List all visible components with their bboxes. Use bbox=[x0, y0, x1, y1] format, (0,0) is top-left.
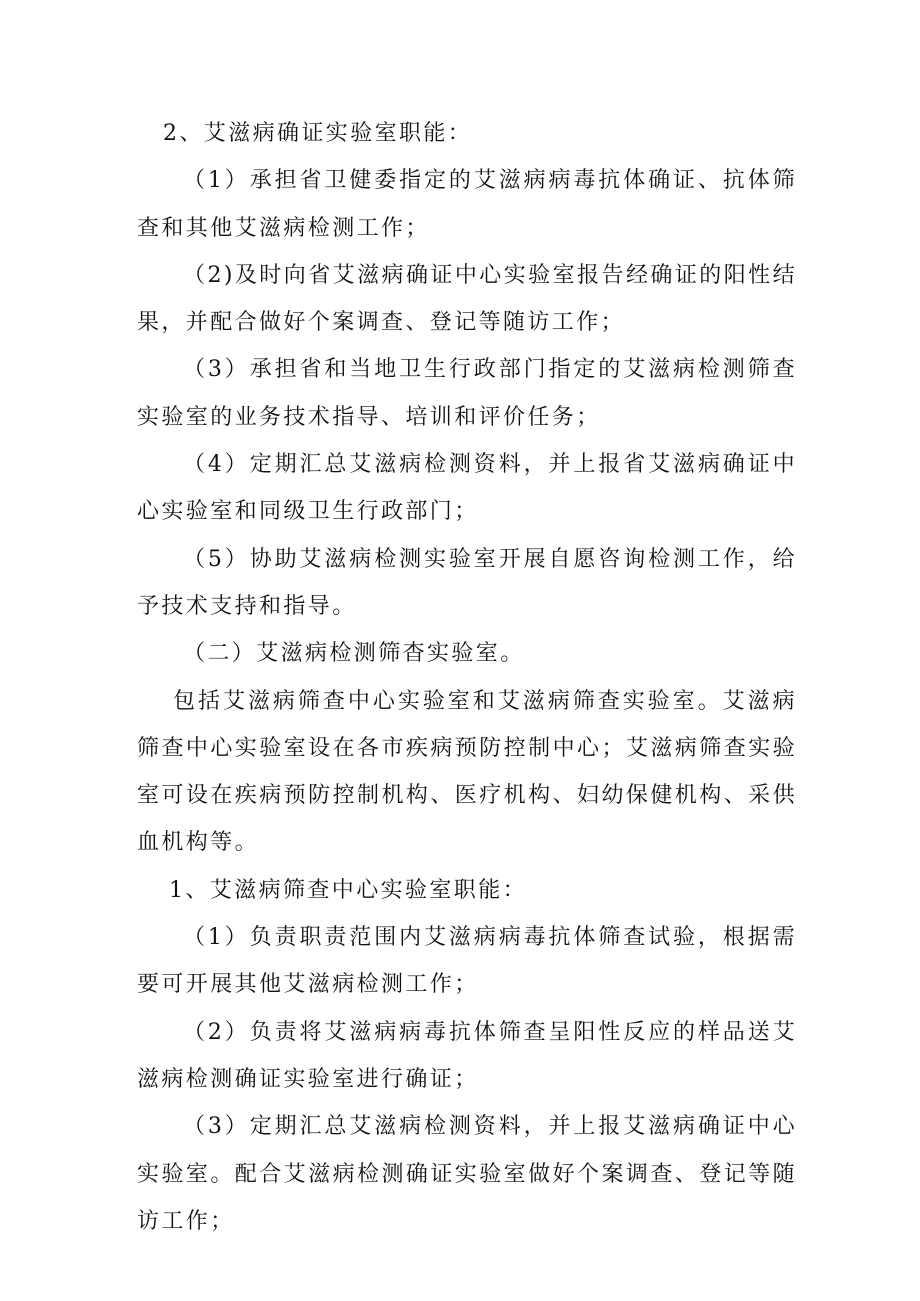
paragraph-item-3: （3）承担省和当地卫生行政部门指定的艾滋病检测筛查实验室的业务技术指导、培训和评价任务； bbox=[137, 357, 797, 430]
paragraph-screening-lab-description: 包括艾滋病筛查中心实验室和艾滋病筛查实验室。艾滋病筛查中心实验室设在各市疾病预防控制中心；艾滋病筛查实验室可设在疾病预防控制机构、医疗机构、妇幼保健机构、采供血机构等。 bbox=[137, 688, 797, 856]
paragraph-screening-item-1: （1）负责职责范围内艾滋病病毒抗体筛查试验，根据需要可开展其他艾滋病检测工作； bbox=[137, 925, 797, 998]
document-body bbox=[137, 110, 797, 1245]
section-heading-screening-center-functions: 1、艾滋病筛查中心实验室职能： bbox=[169, 877, 527, 903]
paragraph-screening-item-2: （2）负责将艾滋病病毒抗体筛查呈阳性反应的样品送艾滋病检测确证实验室进行确证； bbox=[137, 1019, 797, 1092]
paragraph-item-4: （4）定期汇总艾滋病检测资料，并上报省艾滋病确证中心实验室和同级卫生行政部门； bbox=[137, 452, 797, 525]
paragraph-item-5: （5）协助艾滋病检测实验室开展自愿咨询检测工作，给予技术支持和指导。 bbox=[137, 546, 797, 619]
section-heading-screening-lab: （二）艾滋病检测筛杳实验室。 bbox=[183, 641, 525, 667]
paragraph-item-1: （1）承担省卫健委指定的艾滋病病毒抗体确证、抗体筛查和其他艾滋病检测工作； bbox=[137, 168, 797, 241]
section-heading-confirmation-lab-functions: 2、艾滋病确证实验室职能： bbox=[163, 121, 473, 146]
paragraph-item-2: （2)及时向省艾滋病确证中心实验室报告经确证的阳性结果，并配合做好个案调查、登记等随访工作； bbox=[137, 262, 797, 336]
paragraph-screening-item-3: （3）定期汇总艾滋病检测资料，并上报艾滋病确证中心实验室。配合艾滋病检测确证实验室做好个案调查、登记等随访工作； bbox=[137, 1114, 797, 1234]
